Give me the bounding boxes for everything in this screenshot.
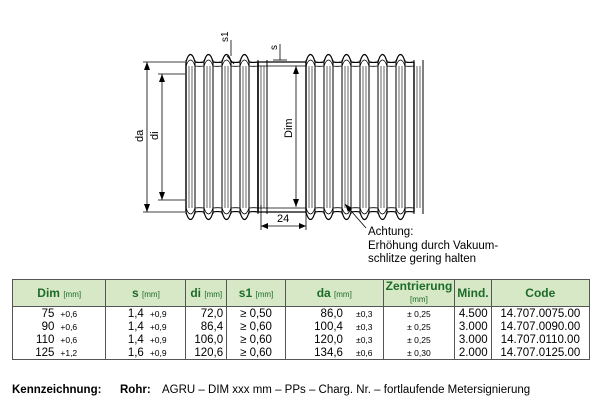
cell-code: 14.707.0125.00: [491, 346, 589, 360]
cell-mind: 3.000: [455, 320, 491, 333]
header-s: s [mm]: [106, 280, 186, 307]
header-dim: Dim [mm]: [13, 280, 106, 307]
s-label: s: [269, 45, 280, 50]
cell-mind: 4.500: [455, 307, 491, 321]
dimension-arrows: [144, 62, 352, 229]
cell-s: 1,4: [106, 307, 147, 321]
header-zentrierung: Zentrierung [mm]: [383, 280, 455, 307]
table-row: [13, 320, 590, 333]
cell-s1: ≥ 0,50: [227, 307, 286, 321]
cell-s-tol: +0,9: [147, 307, 186, 321]
cell-code: 14.707.0110.00: [491, 333, 589, 346]
cell-zent: ± 0,25: [383, 320, 455, 333]
cell-zent: ± 0,25: [383, 307, 455, 321]
cell-da-tol: ±0,6: [346, 346, 383, 360]
di-label: di: [149, 131, 161, 140]
marking-text: AGRU – DIM xxx mm – PPs – Charg. Nr. – fortlaufende Metersignierung: [162, 384, 531, 396]
pipe-section-right: [306, 55, 423, 220]
cell-dim: 110: [13, 333, 58, 346]
cell-s: 1,6: [106, 346, 147, 360]
s1-label: s1: [220, 31, 231, 42]
cell-dim-tol: +0,6: [57, 307, 106, 321]
cell-zent: ± 0,25: [383, 333, 455, 346]
header-di: di [mm]: [186, 280, 227, 307]
cell-da-tol: ±0,3: [346, 333, 383, 346]
pipe-label: Rohr:: [120, 384, 151, 396]
marking-footer: [12, 384, 530, 396]
cell-s-tol: +0,9: [147, 333, 186, 346]
cell-code: 14.707.0075.00: [491, 307, 589, 321]
cell-dim: 90: [13, 320, 58, 333]
cell-da-tol: ±0,3: [346, 307, 383, 321]
cell-s1: ≥ 0,60: [227, 320, 286, 333]
dimension-table: [12, 279, 590, 360]
header-s1: s1 [mm]: [227, 280, 286, 307]
cell-mind: 2.000: [455, 346, 491, 360]
cell-da: 86,0: [285, 307, 346, 321]
cell-di: 86,4: [186, 320, 227, 333]
cell-mind: 3.000: [455, 333, 491, 346]
note-line-1: Achtung:: [368, 226, 414, 238]
cell-s: 1,4: [106, 333, 147, 346]
cell-dim-tol: +0,6: [57, 320, 106, 333]
marking-label: Kennzeichnung:: [12, 384, 102, 396]
cell-s1: ≥ 0,60: [227, 346, 286, 360]
vacuum-slot-note: [368, 226, 498, 267]
cell-dim: 75: [13, 307, 58, 321]
cell-di: 120,6: [186, 346, 227, 360]
cell-dim-tol: +0,6: [57, 333, 106, 346]
cell-da: 120,0: [285, 333, 346, 346]
header-mind: Mind.: [455, 280, 491, 307]
table-row: [13, 307, 590, 321]
cell-di: 106,0: [186, 333, 227, 346]
gap-dimension-label: 24: [277, 213, 290, 225]
note-line-3: schlitze gering halten: [368, 253, 477, 265]
cell-dim: 125: [13, 346, 58, 360]
cell-da-tol: ±0,3: [346, 320, 383, 333]
cell-da: 100,4: [285, 320, 346, 333]
cell-zent: ± 0,30: [383, 346, 455, 360]
header-da: da [mm]: [285, 280, 383, 307]
cell-s: 1,4: [106, 320, 147, 333]
header-code: Code: [491, 280, 589, 307]
cell-s-tol: +0,9: [147, 320, 186, 333]
cell-da: 134,6: [285, 346, 346, 360]
cell-code: 14.707.0090.00: [491, 320, 589, 333]
table-header-row: [13, 280, 590, 307]
dim-label: Dim: [283, 118, 295, 138]
da-label: da: [134, 129, 146, 142]
cell-s-tol: +0,9: [147, 346, 186, 360]
cell-di: 72,0: [186, 307, 227, 321]
table-row: [13, 346, 590, 360]
note-line-2: Erhöhung durch Vakuum-: [368, 239, 499, 252]
cell-s1: ≥ 0,60: [227, 333, 286, 346]
cell-dim-tol: +1,2: [57, 346, 106, 360]
table-row: [13, 333, 590, 346]
